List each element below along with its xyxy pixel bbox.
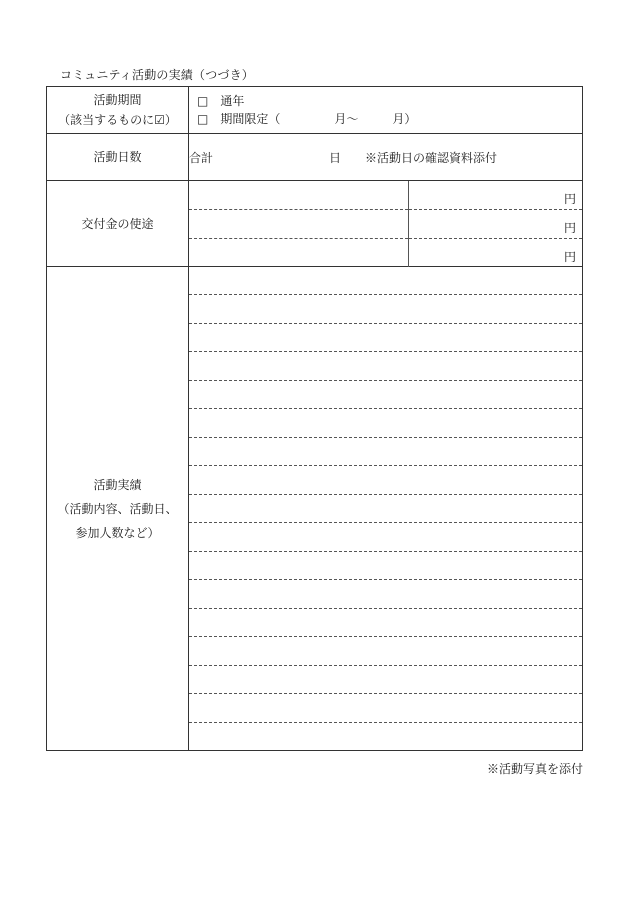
- results-line[interactable]: [189, 609, 582, 637]
- usage-input-cell: [189, 181, 583, 267]
- usage-item-line[interactable]: [189, 181, 408, 210]
- results-line[interactable]: [189, 438, 582, 466]
- usage-row: [47, 181, 583, 267]
- usage-grid: [189, 181, 582, 266]
- option-limited-label: □ 期間限定（: [197, 112, 281, 126]
- usage-item-line[interactable]: [189, 210, 408, 239]
- days-note: ※活動日の確認資料添付: [365, 150, 498, 165]
- period-options-cell: [189, 87, 583, 134]
- results-input-cell: [189, 267, 583, 751]
- period-label: 活動期間: [93, 93, 142, 107]
- results-line[interactable]: [189, 466, 582, 494]
- option-limited-period[interactable]: [189, 110, 582, 128]
- results-line[interactable]: [189, 324, 582, 352]
- days-total-label: 合計: [189, 150, 214, 165]
- results-line[interactable]: [189, 409, 582, 437]
- days-row: [47, 134, 583, 181]
- usage-amount-column: [409, 181, 582, 267]
- usage-amount-line[interactable]: [409, 239, 582, 267]
- results-line[interactable]: [189, 637, 582, 665]
- results-line[interactable]: [189, 495, 582, 523]
- results-line[interactable]: [189, 295, 582, 323]
- yen-unit: 円: [563, 250, 576, 264]
- results-line[interactable]: [189, 523, 582, 551]
- usage-items-column: [189, 181, 409, 267]
- results-line[interactable]: [189, 552, 582, 580]
- results-line[interactable]: [189, 352, 582, 380]
- results-label-cell: [47, 267, 189, 751]
- period-label-note: （該当するものに☑）: [58, 113, 177, 127]
- option-full-year[interactable]: [189, 92, 582, 110]
- results-label: 活動実績: [93, 477, 142, 492]
- results-line[interactable]: [189, 580, 582, 608]
- results-line[interactable]: [189, 694, 582, 722]
- results-label-note-2: 参加人数など）: [75, 525, 160, 540]
- photo-attach-note: ※活動写真を添付: [486, 762, 583, 776]
- period-label-cell: [47, 87, 189, 134]
- month-from-unit: 月～: [334, 112, 359, 126]
- usage-item-line[interactable]: [189, 239, 408, 267]
- form-title: コミュニティ活動の実績（つづき）: [60, 68, 255, 82]
- usage-amount-line[interactable]: [409, 210, 582, 239]
- month-to-unit: 月）: [392, 112, 417, 126]
- days-label-cell: [47, 134, 189, 181]
- results-line[interactable]: [189, 666, 582, 694]
- usage-label-cell: [47, 181, 189, 267]
- results-row: [47, 267, 583, 751]
- period-row: [47, 87, 583, 134]
- option-full-year-label: □ 通年: [197, 94, 245, 108]
- usage-amount-line[interactable]: [409, 181, 582, 210]
- yen-unit: 円: [563, 192, 576, 206]
- results-line[interactable]: [189, 267, 582, 295]
- results-lines: [189, 267, 582, 750]
- usage-label: 交付金の使途: [81, 216, 154, 231]
- days-input-cell[interactable]: [189, 134, 583, 181]
- results-line[interactable]: [189, 723, 582, 750]
- days-unit: 日: [329, 150, 342, 165]
- activity-report-table: [46, 86, 583, 751]
- results-line[interactable]: [189, 381, 582, 409]
- results-label-note-1: （活動内容、活動日、: [57, 501, 178, 516]
- days-label: 活動日数: [93, 150, 142, 164]
- yen-unit: 円: [563, 221, 576, 235]
